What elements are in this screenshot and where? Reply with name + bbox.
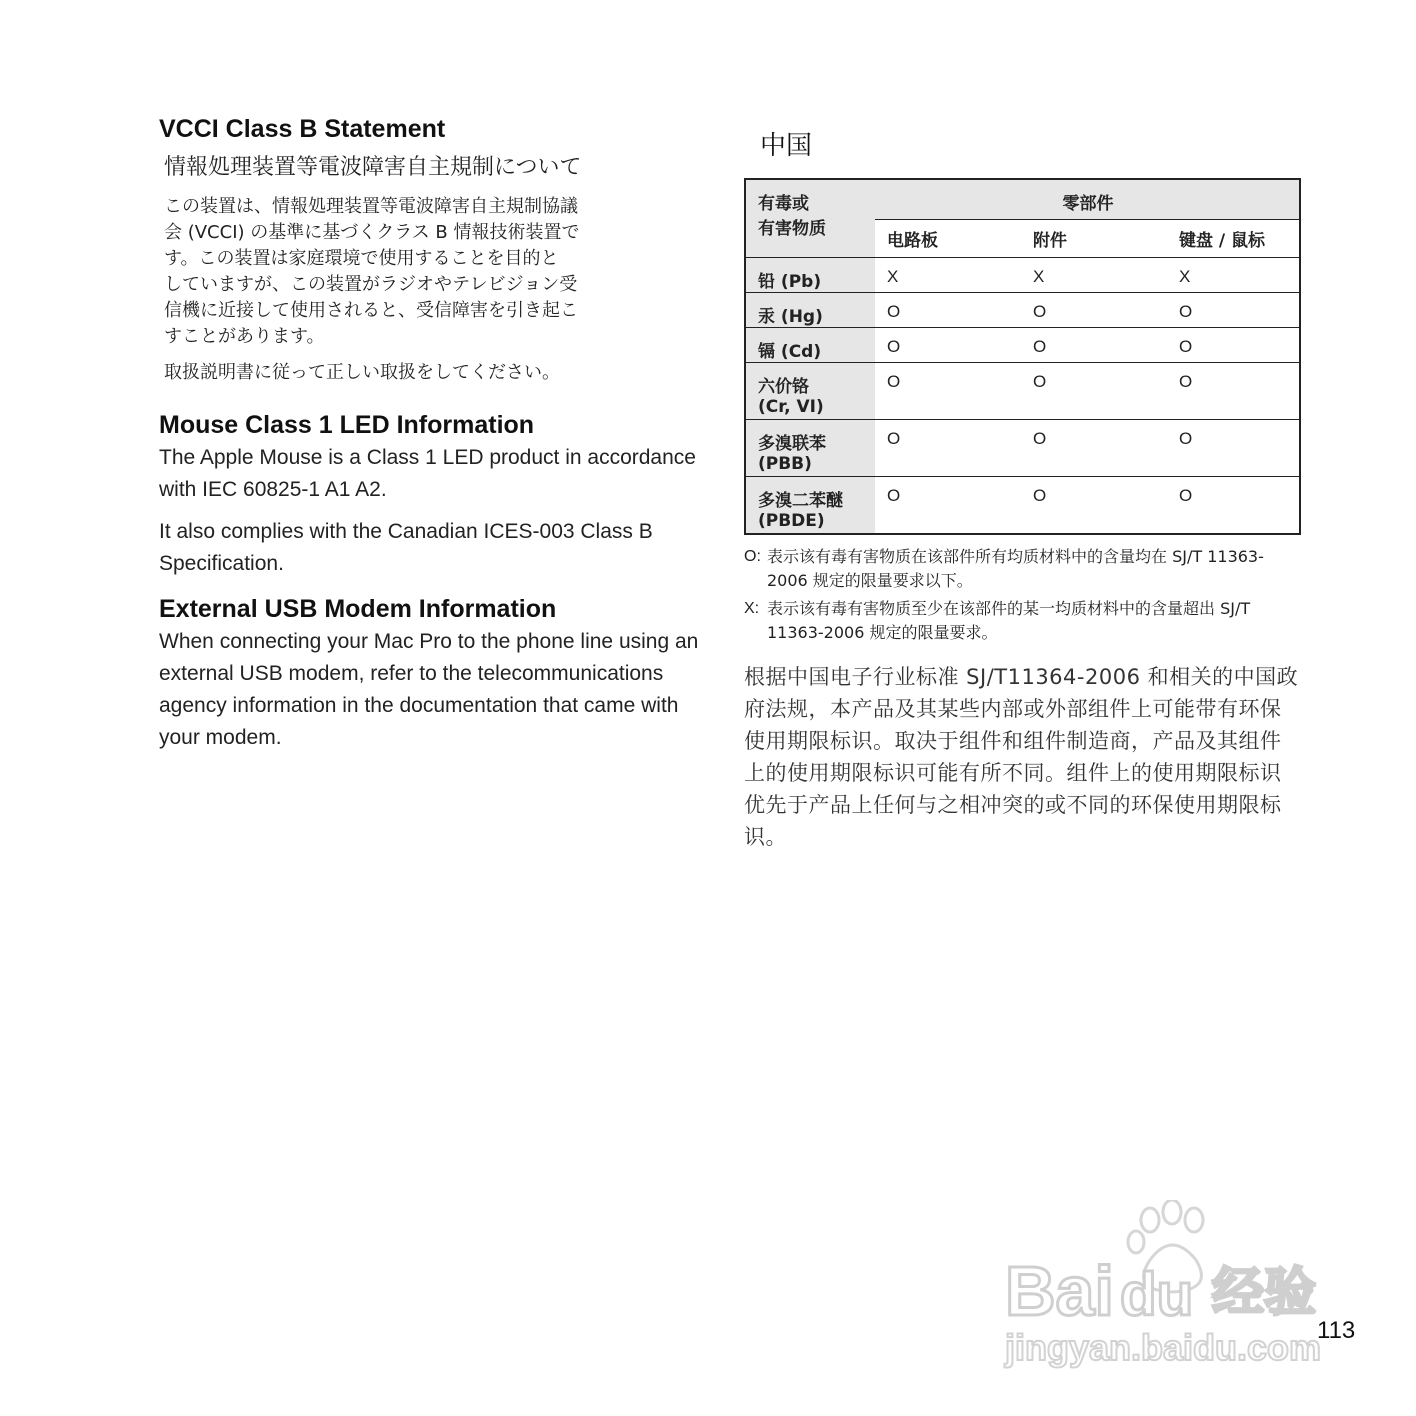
watermark-brand: Bai (1005, 1252, 1114, 1330)
modem-paragraph: When connecting your Mac Pro to the phone line using an external USB modem, refer to the telecommunications agency information in the documentation that came with your modem. (159, 630, 699, 749)
value-cell: X (1167, 258, 1300, 293)
vcci-subtitle: 情報処理装置等電波障害自主規制について (164, 155, 582, 180)
substance-formula: (PBB) (758, 454, 812, 474)
substance-cell (745, 258, 875, 293)
header-material-line: 有害物质 (758, 219, 826, 239)
value-cell: O (1167, 293, 1300, 328)
note-x (744, 597, 1300, 645)
vcci-line: この装置は、情報処理装置等電波障害自主規制協議 (164, 196, 578, 217)
substance-formula: (PBDE) (758, 511, 825, 531)
column-header: 电路板 (875, 220, 1021, 258)
value-cell: O (875, 328, 1021, 363)
value-cell: O (1167, 363, 1300, 420)
right-column (744, 128, 1300, 853)
note-text: 表示该有毒有害物质在该部件所有均质材料中的含量均在 SJ/T 11363-2006 规定的限量要求以下。 (767, 546, 1264, 590)
table-row (745, 258, 1300, 293)
note-o (744, 545, 1300, 593)
modem-heading: External USB Modem Information (159, 595, 557, 623)
value-cell: O (1021, 363, 1167, 420)
watermark-brand-2: du (1120, 1261, 1194, 1328)
value-cell: O (1021, 293, 1167, 328)
substance-name: 六价铬 (758, 377, 809, 397)
vcci-note: 取扱説明書に従って正しい取扱をしてください。 (164, 362, 560, 383)
left-column (159, 112, 719, 764)
mouse-heading: Mouse Class 1 LED Information (159, 411, 535, 439)
mouse-paragraph-1: The Apple Mouse is a Class 1 LED product in accordance with IEC 60825-1 A1 A2. (159, 446, 696, 501)
note-text: 表示该有毒有害物质至少在该部件的某一均质材料中的含量超出 SJ/T 11363-2006 规定的限量要求。 (767, 598, 1251, 642)
vcci-line: すことがあります。 (164, 326, 325, 347)
substance-name: 铅 (Pb) (758, 272, 822, 292)
value-cell: O (1167, 328, 1300, 363)
vcci-line: す。この装置は家庭環境で使用することを目的と (164, 248, 559, 269)
substance-formula: (Cr, VI) (758, 397, 824, 417)
substance-name: 汞 (Hg) (758, 307, 823, 327)
value-cell: X (1021, 258, 1167, 293)
note-key: O: (744, 547, 761, 565)
header-material-line: 有毒或 (758, 194, 809, 214)
table-header-parts: 零部件 (875, 179, 1300, 220)
china-title: 中国 (760, 131, 813, 161)
substance-cell (745, 293, 875, 328)
table-row (745, 477, 1300, 534)
china-paragraph: 根据中国电子行业标准 SJ/T11364-2006 和相关的中国政府法规，本产品及其某些内部或外部组件上可能带有环保使用期限标识。取决于组件和组件制造商，产品及其组件上的使用期限标识可能有所不同。组件上的使用期限标识优先于产品上任何与之相冲突的或不同的环保使用期限标识。 (744, 664, 1299, 849)
mouse-paragraph-2: It also complies with the Canadian ICES-003 Class B Specification. (159, 520, 653, 575)
value-cell: O (1179, 486, 1193, 505)
baidu-watermark (1000, 1200, 1340, 1370)
column-header: 键盘 / 鼠标 (1167, 220, 1300, 258)
substance-name: 镉 (Cd) (758, 342, 822, 362)
note-key: X: (744, 599, 760, 617)
substance-cell (745, 328, 875, 363)
value-cell: O (1033, 486, 1047, 505)
vcci-line: 信機に近接して使用されると、受信障害を引き起こ (164, 300, 578, 321)
page-number: 113 (1317, 1317, 1356, 1344)
vcci-line: 会 (VCCI) の基準に基づくクラス B 情報技術装置で (164, 222, 580, 243)
table-header-material (745, 179, 875, 258)
vcci-heading: VCCI Class B Statement (159, 115, 446, 143)
substance-cell (745, 363, 875, 420)
table-notes (744, 545, 1300, 645)
substance-cell (745, 420, 875, 477)
value-cell: O (1167, 420, 1300, 477)
mouse-section (159, 408, 719, 580)
substance-name: 多溴联苯 (758, 434, 826, 454)
value-cell: O (1021, 328, 1167, 363)
substance-cell (745, 477, 875, 534)
hazardous-substances-table (744, 178, 1301, 535)
vcci-line: していますが、この装置がラジオやテレビジョン受 (164, 274, 578, 295)
value-cell: O (887, 486, 901, 505)
value-cell: O (875, 293, 1021, 328)
watermark-url: jingyan.baidu.com (1005, 1327, 1322, 1368)
table-row (745, 420, 1300, 477)
table-row (745, 328, 1300, 363)
column-header: 附件 (1021, 220, 1167, 258)
value-cell: O (875, 363, 1021, 420)
substance-name: 多溴二苯醚 (758, 491, 843, 511)
table-row (745, 363, 1300, 420)
watermark-suffix: 经验 (1212, 1263, 1317, 1323)
table-row (745, 293, 1300, 328)
value-cell: O (1021, 420, 1167, 477)
value-cell: O (875, 420, 1021, 477)
value-cell: X (875, 258, 1021, 293)
modem-section (159, 592, 719, 754)
vcci-statement (164, 194, 654, 350)
